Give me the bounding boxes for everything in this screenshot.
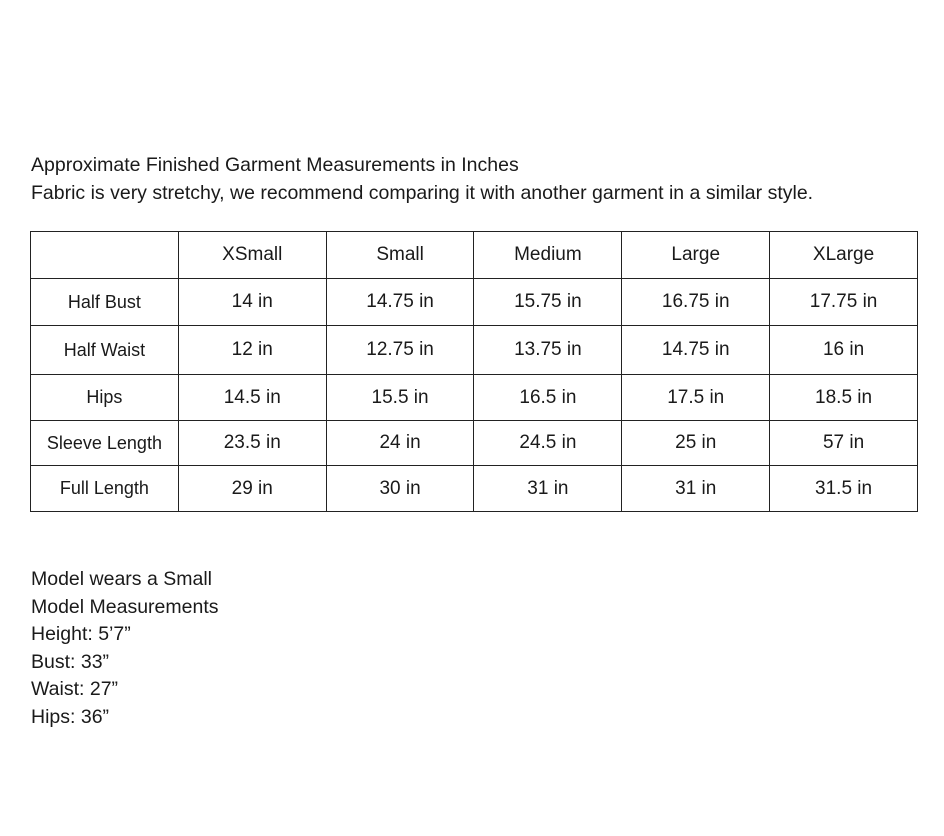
table-cell: 23.5 in [178, 421, 326, 466]
table-row [31, 279, 918, 326]
table-cell: 31 in [474, 466, 622, 512]
row-label-full-length: Full Length [31, 466, 179, 512]
row-label-half-waist: Half Waist [31, 326, 179, 375]
model-measurements-heading: Model Measurements [31, 595, 219, 618]
model-height: Height: 5’7” [31, 623, 131, 645]
table-cell: 24.5 in [474, 421, 622, 466]
table-cell: 15.75 in [474, 279, 622, 326]
table-cell: 57 in [770, 421, 918, 466]
header-size-small: Small [326, 232, 474, 279]
row-label-half-bust: Half Bust [31, 279, 179, 326]
model-waist: Waist: 27” [31, 678, 119, 700]
table-cell: 24 in [326, 421, 474, 466]
table-row [31, 326, 918, 375]
model-hips: Hips: 36” [31, 705, 110, 728]
model-measurements [31, 566, 219, 731]
table-row [31, 375, 918, 421]
header-corner-cell [31, 232, 179, 279]
size-chart-table [30, 231, 918, 512]
table-cell: 17.5 in [622, 375, 770, 421]
page-title: Approximate Finished Garment Measurements in Inches [31, 154, 519, 176]
table-cell: 14.5 in [178, 375, 326, 421]
table-cell: 15.5 in [326, 375, 474, 421]
header-size-xsmall: XSmall [178, 232, 326, 279]
table-row [31, 466, 918, 512]
table-cell: 12 in [178, 326, 326, 375]
table-cell: 18.5 in [770, 375, 918, 421]
table-cell: 31 in [622, 466, 770, 512]
header-size-medium: Medium [474, 232, 622, 279]
table-cell: 25 in [622, 421, 770, 466]
table-cell: 30 in [326, 466, 474, 512]
table-row [31, 421, 918, 466]
intro-text [31, 151, 813, 207]
table-cell: 14.75 in [326, 279, 474, 326]
header-size-xlarge: XLarge [770, 232, 918, 279]
table-cell: 12.75 in [326, 326, 474, 375]
table-cell: 16 in [770, 326, 918, 375]
fabric-note: Fabric is very stretchy, we recommend comparing it with another garment in a similar style. [31, 182, 814, 204]
table-cell: 13.75 in [474, 326, 622, 375]
model-size-note: Model wears a Small [31, 568, 212, 590]
table-cell: 16.5 in [474, 375, 622, 421]
table-cell: 17.75 in [770, 279, 918, 326]
model-bust: Bust: 33” [31, 650, 110, 673]
table-header-row [31, 232, 918, 279]
table-cell: 16.75 in [622, 279, 770, 326]
row-label-sleeve-length: Sleeve Length [31, 421, 179, 466]
table-cell: 31.5 in [770, 466, 918, 512]
row-label-hips: Hips [31, 375, 179, 421]
table-cell: 14 in [178, 279, 326, 326]
table-cell: 29 in [178, 466, 326, 512]
table-cell: 14.75 in [622, 326, 770, 375]
header-size-large: Large [622, 232, 770, 279]
